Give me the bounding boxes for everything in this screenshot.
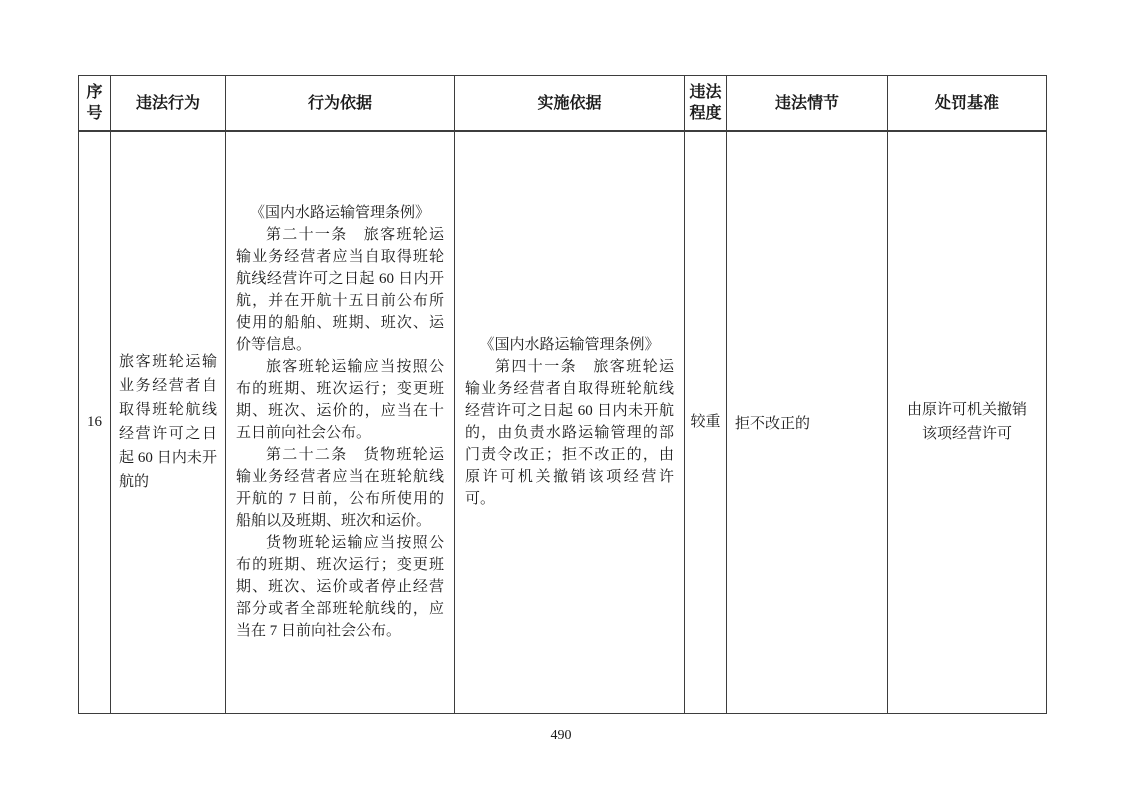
penalty-standards-table <box>78 75 1047 714</box>
behavior-basis-title: 《国内水路运输管理条例》 <box>249 205 430 222</box>
col-header-violation: 违法行为 <box>111 76 226 132</box>
col-header-circumstance: 违法情节 <box>727 76 888 132</box>
table-row <box>79 131 1047 713</box>
behavior-basis-paragraph: 货物班轮运输应当按照公布的班期、班次运行；变更班期、班次、运价或者停止经营部分或者全部班轮航线的，应当在 7 日前向社会公布。 <box>236 535 444 640</box>
cell-degree: 较重 <box>685 131 727 713</box>
col-header-implementation-basis: 实施依据 <box>455 76 685 132</box>
table-header-row <box>79 76 1047 132</box>
behavior-basis-paragraph: 第二十二条 货物班轮运输业务经营者应当在班轮航线开航的 7 日前，公布所使用的船舶以及班期、班次和运价。 <box>236 447 444 530</box>
page-number: 490 <box>550 728 572 743</box>
behavior-basis-paragraph: 旅客班轮运输应当按照公布的班期、班次运行；变更班期、班次、运价的，应当在十五日前向社会公布。 <box>236 359 444 442</box>
cell-penalty: 由原许可机关撤销该项经营许可 <box>888 131 1047 713</box>
col-header-penalty: 处罚基准 <box>888 76 1047 132</box>
behavior-basis-paragraph: 第二十一条 旅客班轮运输业务经营者应当自取得班轮航线经营许可之日起 60 日内开航，并在开航十五日前公布所使用的船舶、班期、班次、运价等信息。 <box>236 227 444 354</box>
col-header-behavior-basis: 行为依据 <box>226 76 455 132</box>
cell-implementation-basis <box>455 131 685 713</box>
cell-circumstance: 拒不改正的 <box>727 131 888 713</box>
cell-index: 16 <box>79 131 111 713</box>
implementation-basis-title: 《国内水路运输管理条例》 <box>479 337 660 354</box>
col-header-index: 序号 <box>79 76 111 132</box>
col-header-degree: 违法程度 <box>685 76 727 132</box>
implementation-basis-paragraph: 第四十一条 旅客班轮运输业务经营者自取得班轮航线经营许可之日起 60 日内未开航的，由负责水路运输管理的部门责令改正；拒不改正的，由原许可机关撤销该项经营许可。 <box>465 359 674 508</box>
cell-violation: 旅客班轮运输业务经营者自取得班轮航线经营许可之日起 60 日内未开航的 <box>111 131 226 713</box>
cell-behavior-basis <box>226 131 455 713</box>
